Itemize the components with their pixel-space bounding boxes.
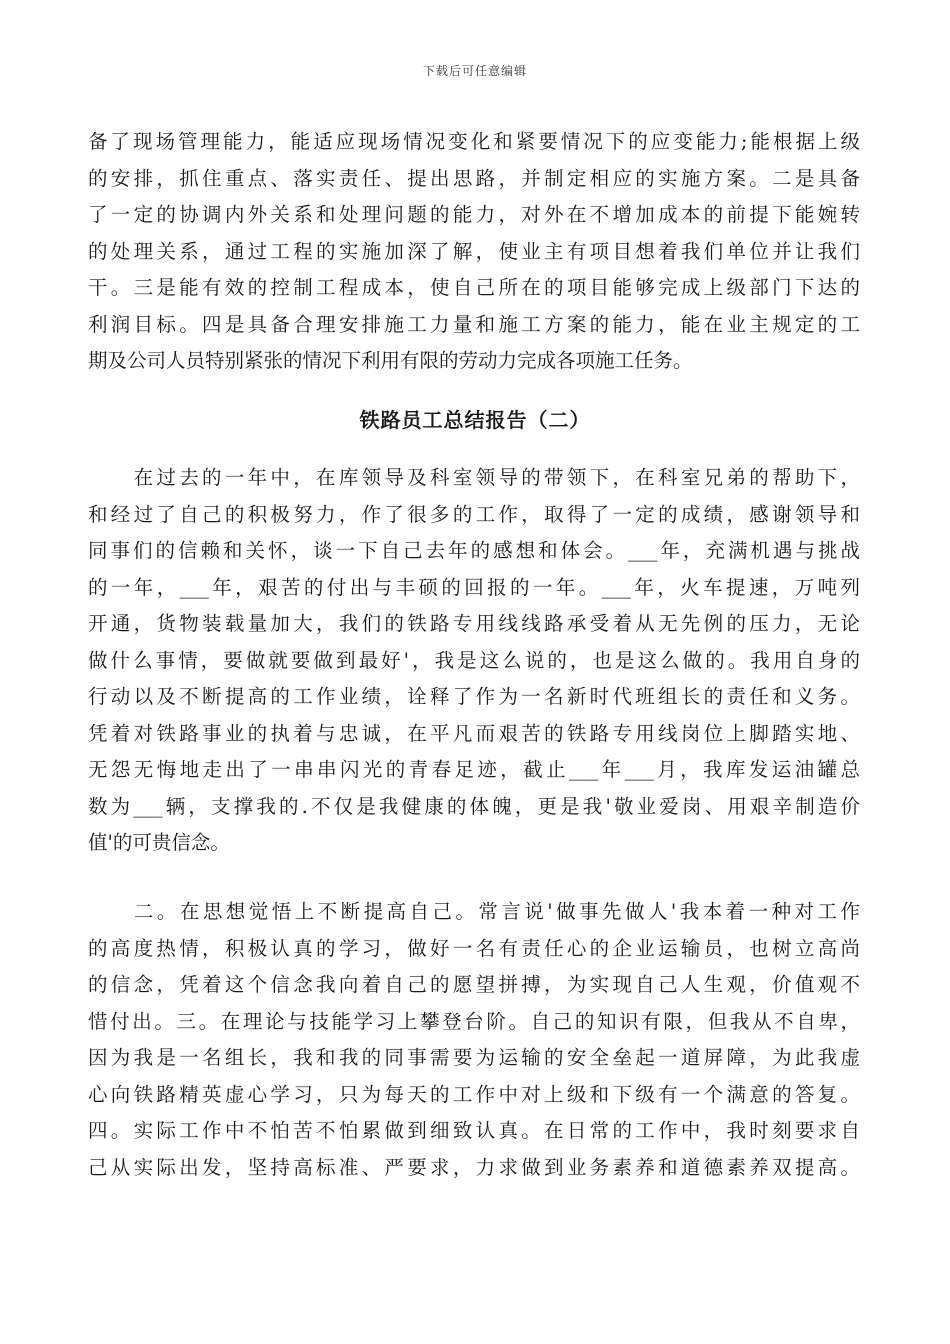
text-line: 期及公司人员特别紧张的情况下利用有限的劳动力完成各项施工任务。 <box>88 349 693 372</box>
paragraph-section3 <box>88 894 860 1186</box>
text-line: 值'的可贵信念。 <box>88 831 230 854</box>
text-line: 惜付出。三。在理论与技能学习上攀登台阶。自己的知识有限，但我从不自卑， <box>88 1009 860 1033</box>
text-line: 的高度热情，积极认真的学习，做好一名有责任心的企业运输员，也树立高尚 <box>88 936 860 960</box>
paragraph-section1 <box>88 124 860 380</box>
text-line: 的信念，凭着这个信念我向着自己的愿望拼搏，为实现自己人生观，价值观不 <box>88 973 860 996</box>
page-header-note: 下载后可任意编辑 <box>422 64 527 78</box>
text-line: 做什么事情，要做就要做到最好'，我是这么说的，也是这么做的。我用自身的 <box>88 648 860 672</box>
text-line: 同事们的信赖和关怀，谈一下自己去年的感想和体会。___年，充满机遇与挑战 <box>88 539 860 562</box>
text-line: 和经过了自己的积极努力，作了很多的工作，取得了一定的成绩，感谢领导和 <box>88 502 860 526</box>
text-line: 心向铁路精英虚心学习，只为每天的工作中对上级和下级有一个满意的答复。 <box>88 1082 860 1106</box>
text-line: 行动以及不断提高的工作业绩，诠释了作为一名新时代班组长的责任和义务。 <box>88 685 860 708</box>
text-line: 在过去的一年中，在库领导及科室领导的带领下，在科室兄弟的帮助下， <box>88 466 860 489</box>
text-line: 四。实际工作中不怕苦不怕累做到细致认真。在日常的工作中，我时刻要求自 <box>88 1119 860 1142</box>
text-line: 己从实际出发，坚持高标准、严要求，力求做到业务素养和道德素养双提高。 <box>88 1155 860 1179</box>
text-line: 的处理关系，通过工程的实施加深了解，使业主有项目想着我们单位并让我们 <box>88 239 860 263</box>
text-line: 的一年，___年，艰苦的付出与丰硕的回报的一年。___年，火车提速，万吨列 <box>88 575 860 599</box>
text-line: 无怨无悔地走出了一串串闪光的青春足迹，截止___年___月，我库发运油罐总 <box>88 758 860 781</box>
section-title: 铁路员工总结报告（二） <box>359 408 591 432</box>
text-line: 利润目标。四是具备合理安排施工力量和施工方案的能力，能在业主规定的工 <box>88 312 860 336</box>
text-line: 的安排，抓住重点、落实责任、提出思路，并制定相应的实施方案。二是具备 <box>88 166 860 190</box>
text-line: 干。三是能有效的控制工程成本，使自己所在的项目能够完成上级部门下达的 <box>88 276 860 299</box>
text-line: 备了现场管理能力，能适应现场情况变化和紧要情况下的应变能力;能根据上级 <box>88 130 860 153</box>
text-line: 因为我是一名组长，我和我的同事需要为运输的安全垒起一道屏障，为此我虚 <box>88 1046 860 1069</box>
text-line: 凭着对铁路事业的执着与忠诚，在平凡而艰苦的铁路专用线岗位上脚踏实地、 <box>88 721 860 745</box>
text-line: 了一定的协调内外关系和处理问题的能力，对外在不增加成本的前提下能婉转 <box>88 203 860 226</box>
text-line: 二。在思想觉悟上不断提高自己。常言说'做事先做人'我本着一种对工作 <box>88 900 860 923</box>
paragraph-section2 <box>88 460 860 862</box>
text-line: 开通，货物装载量加大，我们的铁路专用线线路承受着从无先例的压力，无论 <box>88 612 860 635</box>
text-line: 数为___辆，支撑我的.不仅是我健康的体魄，更是我'敬业爱岗、用艰辛制造价 <box>88 794 860 818</box>
